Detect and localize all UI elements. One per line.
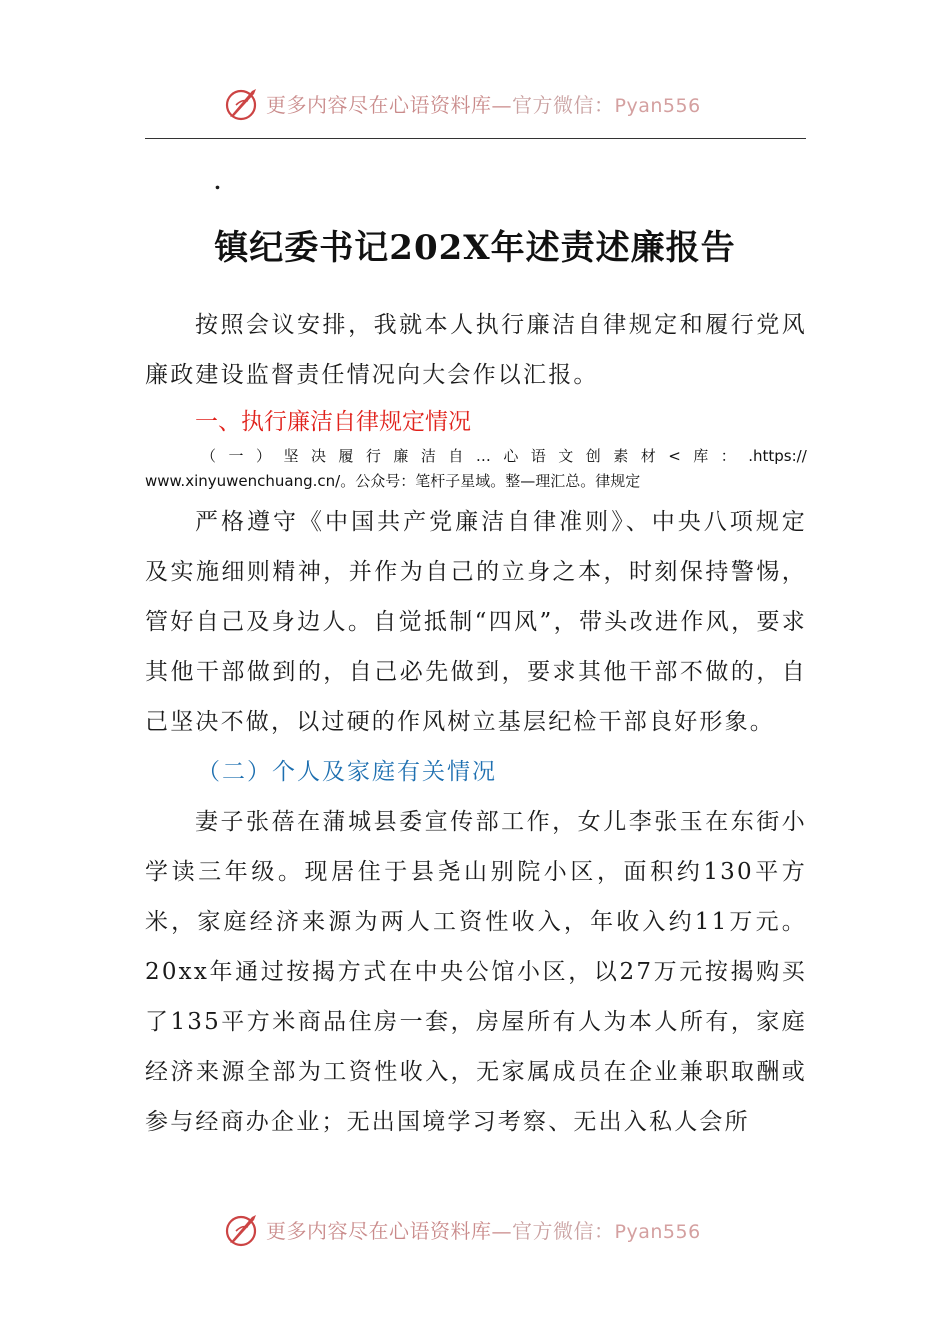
footer-banner: [222, 1204, 742, 1254]
intro-paragraph: 按照会议安排，我就本人执行廉洁自律规定和履行党风廉政建设监督责任情况向大会作以汇报。: [145, 312, 807, 388]
note-char: ）: [255, 447, 271, 465]
note-char: <: [668, 447, 681, 465]
section1-paragraph: 严格遵守《中国共产党廉洁自律准则》、中央八项规定及实施细则精神，并作为自己的立身之本，时刻保持警惕，管好自己及身边人。自觉抵制“四风”，带头改进作风，要求其他干部做到的，自己必先做到，要求其他干部不做的，自己坚决不做，以过硬的作风树立基层纪检干部良好形象。: [145, 509, 807, 735]
note-char: 洁: [420, 447, 436, 465]
header-rule: [145, 138, 806, 139]
note-char: 心: [503, 447, 519, 465]
note-char: 文: [558, 447, 574, 465]
note-char: 自: [448, 447, 464, 465]
banner-text: 更多内容尽在心语资料库—官方微信：Pyan556: [266, 92, 701, 117]
note-char: 材: [640, 447, 656, 465]
note-char: （: [201, 447, 217, 465]
note-char: 决: [310, 447, 326, 465]
banner-text: 更多内容尽在心语资料库—官方微信：Pyan556: [266, 1218, 701, 1243]
subsection-heading-2: （二）个人及家庭有关情况: [197, 759, 497, 785]
quill-circle-icon: [222, 1209, 262, 1249]
note-char: 坚: [283, 447, 299, 465]
family-paragraph: 妻子张蓓在蒲城县委宣传部工作，女儿李张玉在东街小学读三年级。现居住于县尧山别院小区，面积约130平方米，家庭经济来源为两人工资性收入，年收入约11万元。20xx年通过按揭方式在中央公馆小区，以27万元按揭购买了135平方米商品住房一套，房屋所有人为本人所有，家庭经济来源全部为工资性收入，无家属成员在企业兼职取酬或参与经商办企业；无出国境学习考察、无出入私人会所: [145, 809, 807, 1135]
marker-dot: .: [214, 170, 221, 194]
note-char: …: [475, 447, 491, 465]
note-char: ：: [720, 447, 736, 465]
note-char: 廉: [393, 447, 409, 465]
note-char: 素: [613, 447, 629, 465]
note-char: 行: [365, 447, 381, 465]
section-heading-1: 一、执行廉洁自律规定情况: [195, 409, 471, 435]
quill-circle-icon: [222, 83, 262, 123]
note-char: .https://: [748, 447, 807, 465]
note-char: 语: [530, 447, 546, 465]
note-char: 一: [228, 447, 244, 465]
document-title: 镇纪委书记202X年述责述廉报告: [214, 228, 736, 268]
note-char: 履: [338, 447, 354, 465]
note-char: 创: [585, 447, 601, 465]
header-banner: [222, 78, 742, 128]
watermark-note-line1: [145, 444, 807, 469]
watermark-note-line2: www.xinyuwenchuang.cn/。公众号：笔杆子星域。整—理汇总。律规定: [145, 472, 641, 490]
note-char: 库: [693, 447, 709, 465]
document-body: [145, 300, 807, 1147]
watermark-note: [145, 444, 807, 494]
